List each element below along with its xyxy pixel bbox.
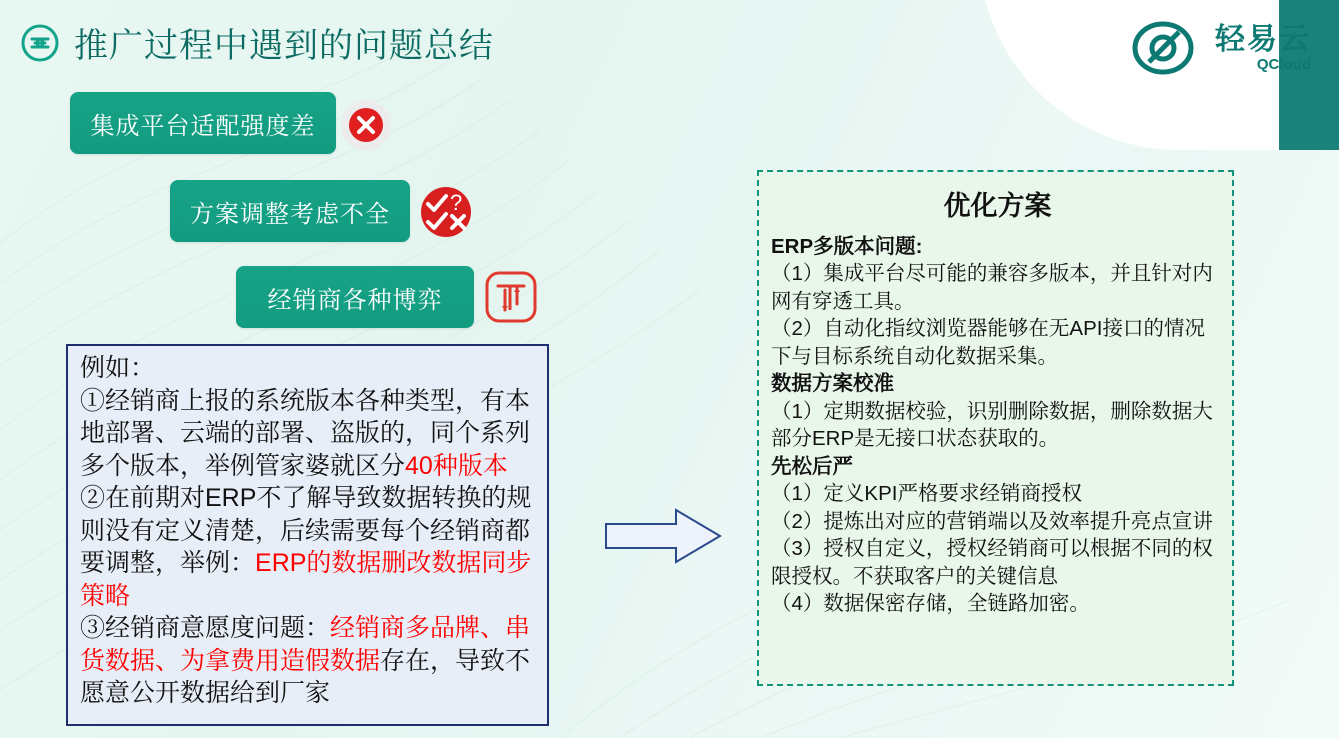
link-icon [20,23,60,63]
example-item-3-text: ③经销商意愿度问题： [80,614,331,642]
problem-pill-3-label: 经销商各种博弈 [267,286,443,314]
solution-section-2-head: 数据方案校准 [771,372,894,396]
example-box [66,344,549,726]
example-item-3-highlight: 经销商多品牌、串货数据、为拿费用造假数据 [80,614,531,675]
brand-name-en: QCloud [1256,55,1311,73]
example-item-2-text: ②在前期对ERP不了解导致数据转换的规则没有定义清楚，后续需要每个经销商都要调整，举例： [80,484,532,577]
problem-pill-1-label: 集成平台适配强度差 [90,112,316,140]
solution-title: 优化方案 [943,191,1052,221]
solution-section-1-line-2: （2）自动化指纹浏览器能够在无API接口的情况下与目标系统自动化数据采集。 [771,317,1205,368]
solution-body [771,233,1224,618]
solution-section-1-head: ERP多版本问题: [771,235,923,258]
example-item-3-tail: 存在，导致不愿意公开数据给到厂家 [80,646,531,707]
checklist-question-icon [416,185,474,239]
problem-pill-2 [170,180,410,242]
page-title: 推广过程中遇到的问题总结 [74,27,494,65]
problem-pill-3 [236,266,474,328]
solution-section-3-line-2: （2）提炼出对应的营销端以及效率提升亮点宣讲 [771,509,1213,533]
solution-section-2-line-1: （1）定期数据校验，识别删除数据，删除数据大部分ERP是无接口状态获取的。 [771,399,1213,451]
error-cross-icon [340,99,392,151]
example-item-1-text: ①经销商上报的系统版本各种类型，有本地部署、云端的部署、盗版的，同个系列多个版本，举例管家婆就区分 [80,386,531,480]
problem-pill-1 [70,92,336,154]
solution-box [757,170,1234,686]
slide-title-row [20,18,494,67]
svg-text:?: ? [450,190,463,215]
solution-section-3-line-1: （1）定义KPI严格要求经销商授权 [771,482,1082,506]
solution-section-3-line-4: （4）数据保密存储，全链路加密。 [771,592,1090,616]
qcloud-logo-icon [1131,16,1205,80]
example-item-3 [80,612,537,710]
example-item-1-highlight: 40种版本 [405,451,508,480]
brand-logo [1131,16,1311,80]
example-item-2-highlight: ERP的数据删改数据同步策略 [80,549,532,610]
right-arrow-icon [604,508,722,564]
exchange-arrows-icon [484,270,538,324]
example-item-1 [80,385,537,483]
problem-pill-2-label: 方案调整考虑不全 [190,200,390,228]
brand-text [1215,22,1311,73]
solution-section-1-line-1: （1）集成平台尽可能的兼容多版本，并且针对内网有穿透工具。 [771,262,1213,313]
example-heading: 例如： [80,354,156,382]
solution-section-3-head: 先松后严 [771,454,853,478]
example-item-2 [80,482,537,612]
solution-section-3-line-3: （3）授权自定义，授权经销商可以根据不同的权限授权。不获取客户的关键信息 [771,537,1213,588]
brand-name-cn: 轻易云 [1215,22,1311,56]
